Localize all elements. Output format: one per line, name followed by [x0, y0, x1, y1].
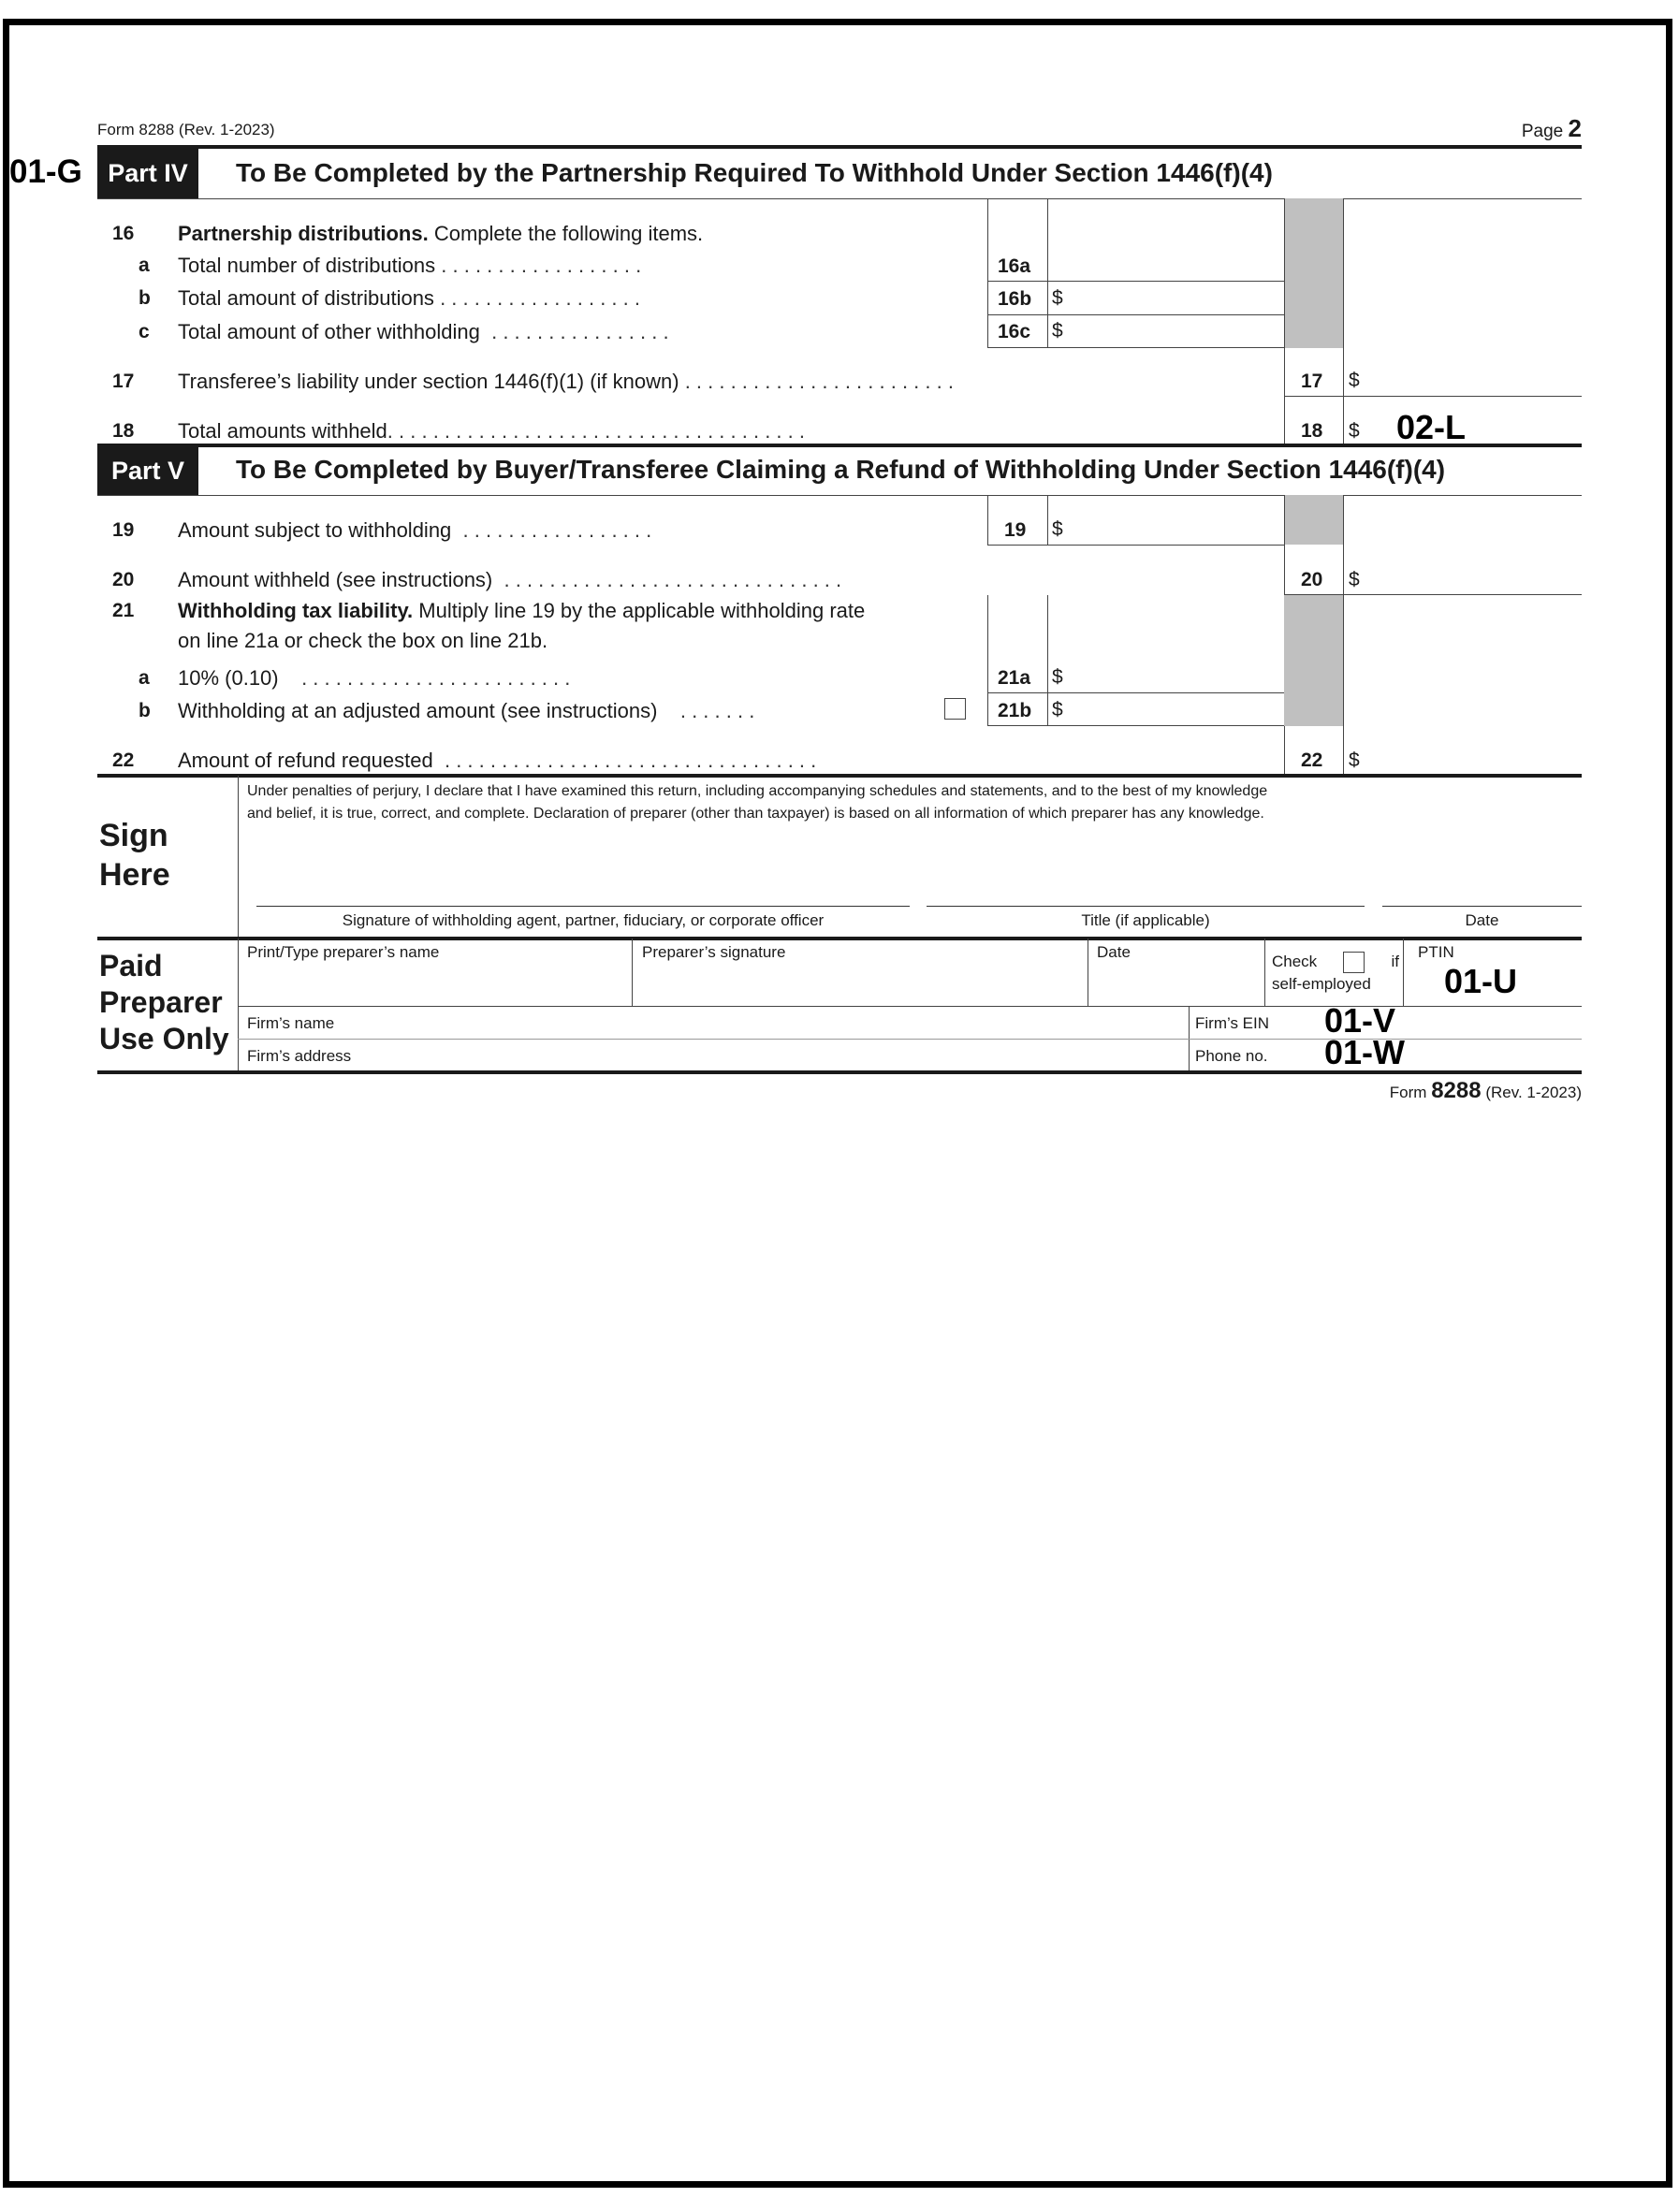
line-16-title-rest: Complete the following items.	[428, 222, 704, 245]
leader-dots: . . . . . . .	[679, 699, 755, 722]
grid-line	[1264, 939, 1265, 1006]
annotation-01-w-phone[interactable]: 01-W	[1324, 1033, 1406, 1071]
preparer-signature-label: Preparer’s signature	[642, 943, 786, 961]
line-16b-text: Total amount of distributions . . . . . . . . . . . . . . . . . .	[178, 286, 640, 310]
sign-section-divider	[238, 776, 239, 938]
line-16-title	[178, 222, 703, 246]
preparer-section-top-rule	[97, 937, 1582, 940]
grid-line	[987, 692, 1284, 693]
line-21a-letter: a	[139, 667, 150, 689]
part-iv-header-rule	[97, 198, 1582, 199]
firm-name-label: Firm’s name	[247, 1014, 335, 1032]
leader-dots: . . . . . . . . . . . . . . . . .	[462, 518, 652, 542]
grid-line	[987, 495, 988, 545]
preparer-date-label: Date	[1097, 943, 1131, 961]
page-label: Page	[1521, 122, 1564, 141]
dollar-sign: $	[1349, 370, 1360, 391]
preparer-date-input[interactable]	[1089, 966, 1263, 1005]
shaded-cell	[1284, 495, 1343, 545]
box-20-label: 20	[1301, 569, 1323, 590]
leader-dots: . . . . . . . . . . . . . . . . . .	[440, 286, 640, 310]
page-number	[1522, 114, 1582, 143]
phone-label: Phone no.	[1195, 1047, 1268, 1065]
grid-line	[987, 725, 1284, 726]
sign-section-top-rule	[97, 774, 1582, 778]
grid-line	[1047, 595, 1048, 726]
firm-address-label: Firm’s address	[247, 1047, 352, 1065]
shaded-cell	[1284, 198, 1343, 348]
input-17[interactable]	[1366, 354, 1580, 395]
line-19-text: Amount subject to withholding . . . . . . . . . . . . . . . . .	[178, 518, 652, 542]
line-20-number: 20	[112, 569, 135, 590]
sign-date-field[interactable]	[1382, 842, 1582, 906]
signature-field[interactable]	[256, 842, 910, 906]
box-19-label: 19	[1004, 519, 1027, 541]
grid-line	[987, 595, 988, 726]
grid-line	[1343, 198, 1344, 445]
grid-line	[1343, 495, 1344, 776]
leader-dots: . . . . . . . . . . . . . . . . . . . . . . . . . . . . . . . . . . . . .	[387, 419, 805, 443]
grid-line	[1047, 198, 1048, 348]
input-16c[interactable]	[1067, 316, 1282, 346]
header-rule	[97, 145, 1582, 149]
box-21b-label: 21b	[998, 700, 1032, 721]
form-bottom-rule	[97, 1070, 1582, 1074]
part-v-top-rule	[97, 444, 1582, 447]
dollar-sign: $	[1349, 569, 1360, 590]
check-if-label: if	[1391, 953, 1399, 970]
annotation-01-g: 01-G	[9, 153, 82, 190]
box-16a-label: 16a	[998, 255, 1031, 277]
checkbox-21b-adjusted[interactable]	[944, 698, 966, 720]
grid-line	[632, 939, 633, 1006]
line-21-title	[178, 599, 865, 623]
dollar-sign: $	[1052, 666, 1063, 688]
annotation-01-u-ptin[interactable]: 01-U	[1444, 962, 1518, 1000]
grid-line	[1284, 198, 1285, 445]
part-iv-title: To Be Completed by the Partnership Required To Withhold Under Section 1446(f)(4)	[236, 158, 1273, 187]
line-21-number: 21	[112, 600, 135, 621]
annotation-01-v-ein[interactable]: 01-V	[1324, 1001, 1396, 1040]
annotation-02-l[interactable]: 02-L	[1396, 408, 1467, 446]
grid-line	[987, 347, 1284, 348]
leader-dots: . . . . . . . . . . . . . . . .	[491, 320, 669, 343]
box-17-label: 17	[1301, 371, 1323, 392]
leader-dots: . . . . . . . . . . . . . . . . . .	[441, 254, 642, 277]
box-21a-label: 21a	[998, 667, 1031, 689]
form-revision-header: Form 8288 (Rev. 1-2023)	[97, 121, 275, 138]
line-16a-text: Total number of distributions . . . . . . . . . . . . . . . . . .	[178, 254, 642, 277]
line-21-title-rest: Multiply line 19 by the applicable withholding rate	[413, 599, 866, 622]
preparer-signature-field[interactable]	[634, 966, 1087, 1005]
leader-dots: . . . . . . . . . . . . . . . . . . . . . . . .	[684, 370, 954, 393]
dollar-sign: $	[1052, 699, 1063, 720]
grid-line	[987, 198, 988, 348]
input-19[interactable]	[1067, 505, 1282, 543]
line-17-text: Transferee’s liability under section 1446(f)(1) (if known) . . . . . . . . . . . . . . . . . . . . . . . .	[178, 370, 954, 393]
paid-preparer-label: Paid Preparer Use Only	[99, 949, 229, 1055]
grid-line	[987, 545, 1284, 546]
line-16-title-bold: Partnership distributions.	[178, 222, 429, 245]
part-iv-tag: Part IV	[97, 149, 198, 198]
line-16b-letter: b	[139, 287, 151, 309]
line-19-number: 19	[112, 519, 135, 541]
firm-address-input[interactable]	[240, 1041, 1187, 1070]
line-16c-letter: c	[139, 321, 150, 342]
self-employed-checkbox[interactable]	[1343, 952, 1365, 973]
grid-line	[1284, 396, 1582, 397]
line-18-text: Total amounts withheld. . . . . . . . . . . . . . . . . . . . . . . . . . . . . . . . . . . . .	[178, 419, 805, 443]
grid-line	[987, 281, 1284, 282]
dollar-sign: $	[1349, 420, 1360, 442]
dollar-sign: $	[1052, 320, 1063, 342]
check-label: Check	[1272, 953, 1318, 970]
line-21-title-line2: on line 21a or check the box on line 21b.	[178, 629, 548, 652]
part-v-header-rule	[97, 495, 1582, 496]
line-21b-text: Withholding at an adjusted amount (see instructions) . . . . . . .	[178, 699, 755, 722]
preparer-name-label: Print/Type preparer’s name	[247, 943, 440, 961]
input-16a[interactable]	[1049, 251, 1282, 280]
dollar-sign: $	[1349, 749, 1360, 771]
signature-line	[256, 906, 910, 907]
line-22-number: 22	[112, 749, 135, 771]
footer-form-word: Form	[1389, 1084, 1427, 1101]
date-caption: Date	[1465, 911, 1499, 929]
line-16a-letter: a	[139, 255, 150, 276]
leader-dots: . . . . . . . . . . . . . . . . . . . . . . . . . . . . . . . . .	[444, 749, 817, 772]
ptin-label: PTIN	[1418, 943, 1454, 961]
preparer-section-divider	[238, 939, 239, 1071]
line-21a-text: 10% (0.10) . . . . . . . . . . . . . . . . . . . . . . . .	[178, 666, 571, 690]
line-16-number: 16	[112, 223, 135, 244]
line-17-number: 17	[112, 371, 135, 392]
title-caption: Title (if applicable)	[1081, 911, 1210, 929]
firm-name-input[interactable]	[240, 1008, 1187, 1039]
grid-line	[1047, 495, 1048, 545]
self-employed-label: self-employed	[1272, 975, 1371, 993]
perjury-declaration: Under penalties of perjury, I declare that I have examined this return, including accompanying schedules and statements, and to the best of my knowledge and belief, it is true, correct, and complete. Declaration of preparer (other than taxpayer) is based on all information of which preparer has any knowledge.	[247, 783, 1268, 822]
input-16b[interactable]	[1067, 283, 1282, 313]
title-field[interactable]	[927, 842, 1365, 906]
line-21b-letter: b	[139, 700, 151, 721]
part-v-tag: Part V	[97, 446, 198, 495]
leader-dots: . . . . . . . . . . . . . . . . . . . . . . . .	[301, 666, 571, 690]
date-line	[1382, 906, 1582, 907]
firm-ein-label: Firm’s EIN	[1195, 1014, 1270, 1032]
footer-form-number: 8288	[1431, 1078, 1482, 1103]
box-16b-label: 16b	[998, 288, 1032, 310]
input-21b[interactable]	[1067, 694, 1282, 724]
line-16c-text: Total amount of other withholding . . . . . . . . . . . . . . . .	[178, 320, 669, 343]
page-number-value: 2	[1568, 114, 1582, 142]
shaded-cell	[1284, 595, 1343, 726]
footer-rev: (Rev. 1-2023)	[1485, 1084, 1582, 1101]
grid-line	[1403, 939, 1404, 1006]
title-line	[927, 906, 1365, 907]
line-22-text: Amount of refund requested . . . . . . . . . . . . . . . . . . . . . . . . . . . . . . . . .	[178, 749, 817, 772]
box-18-label: 18	[1301, 420, 1323, 442]
grid-line	[987, 314, 1284, 315]
line-18-number: 18	[112, 420, 135, 442]
form-footer	[1390, 1078, 1582, 1104]
line-21-title-bold: Withholding tax liability.	[178, 599, 414, 622]
preparer-name-input[interactable]	[240, 966, 631, 1005]
signature-caption: Signature of withholding agent, partner, fiduciary, or corporate officer	[342, 911, 825, 929]
sign-here-label: Sign Here	[99, 818, 170, 893]
box-16c-label: 16c	[998, 321, 1031, 342]
box-22-label: 22	[1301, 749, 1323, 771]
dollar-sign: $	[1052, 287, 1063, 309]
input-22[interactable]	[1366, 735, 1580, 774]
dollar-sign: $	[1052, 518, 1063, 540]
line-20-text: Amount withheld (see instructions) . . . . . . . . . . . . . . . . . . . . . . . . . . . . . .	[178, 568, 842, 591]
input-21a[interactable]	[1067, 661, 1282, 691]
self-employed-check	[1272, 951, 1399, 996]
leader-dots: . . . . . . . . . . . . . . . . . . . . . . . . . . . . . .	[504, 568, 842, 591]
input-20[interactable]	[1366, 554, 1580, 593]
part-v-title: To Be Completed by Buyer/Transferee Claiming a Refund of Withholding Under Section 1446(f)(4)	[236, 455, 1446, 484]
